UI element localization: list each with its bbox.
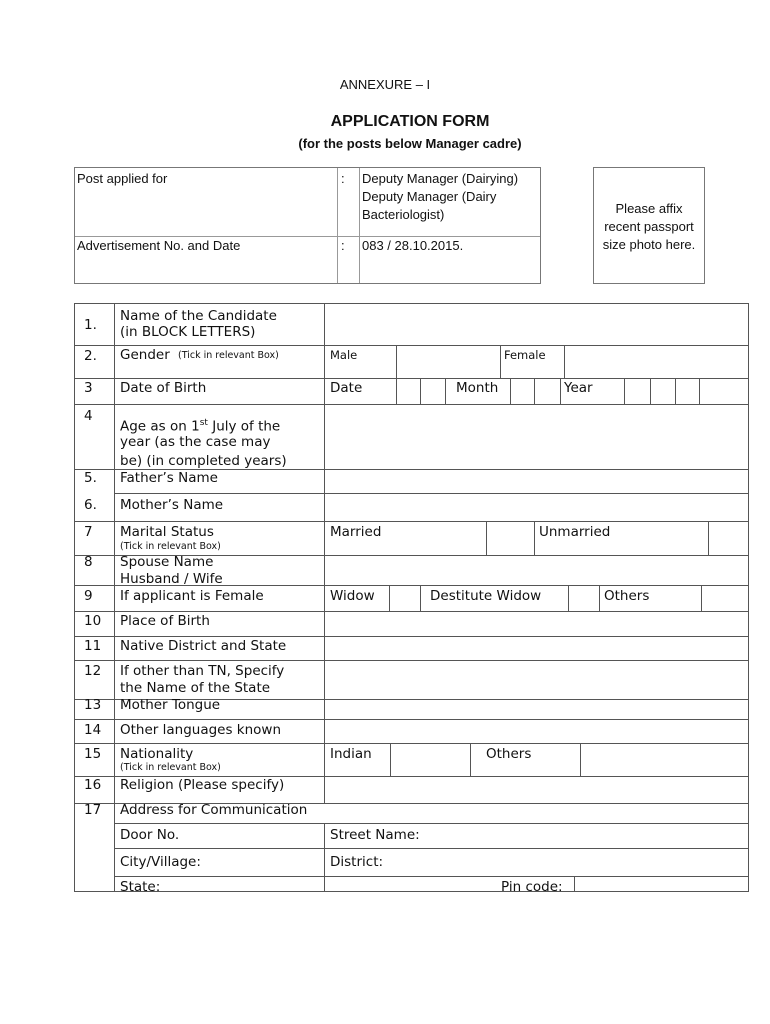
- other-state-field[interactable]: [325, 661, 748, 699]
- nationality-others-label: Others: [486, 746, 532, 762]
- row-number: 6.: [84, 497, 97, 513]
- other-state-label: If other than TN, Specify: [120, 663, 285, 679]
- advertisement-label: Advertisement No. and Date: [77, 238, 241, 253]
- father-name-field[interactable]: [325, 470, 748, 493]
- name-label: Name of the Candidate: [120, 308, 277, 324]
- native-district-label: Native District and State: [120, 638, 287, 654]
- marital-status-hint: (Tick in relevant Box): [120, 541, 221, 552]
- row-number: 13: [84, 697, 102, 713]
- place-of-birth-field[interactable]: [325, 612, 748, 636]
- unmarried-checkbox[interactable]: [709, 522, 748, 555]
- name-label-hint: (in BLOCK LETTERS): [120, 324, 256, 340]
- row-number: 9: [84, 588, 93, 604]
- row-number: 2.: [84, 348, 97, 364]
- spouse-name-hint: Husband / Wife: [120, 571, 223, 587]
- row-number: 11: [84, 638, 102, 654]
- languages-label: Other languages known: [120, 722, 282, 738]
- annexure-label: ANNEXURE – I: [339, 77, 431, 92]
- mother-tongue-label: Mother Tongue: [120, 697, 221, 713]
- religion-label: Religion (Please specify): [120, 777, 285, 793]
- male-label: Male: [330, 348, 358, 362]
- gender-label: Gender: [120, 347, 170, 363]
- female-applicant-label: If applicant is Female: [120, 588, 264, 604]
- indian-checkbox[interactable]: [391, 744, 470, 776]
- year-digit-2[interactable]: [651, 379, 675, 404]
- photo-instruction-2: recent passport: [604, 219, 694, 234]
- month-label: Month: [456, 380, 499, 396]
- application-form-table: [74, 303, 749, 895]
- month-digit-1[interactable]: [511, 379, 534, 404]
- month-digit-2[interactable]: [535, 379, 560, 404]
- native-district-field[interactable]: [325, 637, 748, 660]
- female-checkbox[interactable]: [565, 346, 748, 378]
- marital-status-label: Marital Status: [120, 524, 214, 540]
- spouse-name-field[interactable]: [325, 556, 748, 585]
- mother-name-label: Mother’s Name: [120, 497, 224, 513]
- row-number: 8: [84, 554, 93, 570]
- photo-instruction-3: size photo here.: [602, 237, 696, 252]
- post-value-line-2: Deputy Manager (Dairy: [362, 189, 497, 204]
- door-no-label: Door No.: [120, 827, 180, 843]
- year-digit-4[interactable]: [700, 379, 748, 404]
- date-label: Date: [330, 380, 363, 396]
- age-label-line-2: year (as the case may: [120, 434, 271, 450]
- pin-code-label: Pin code:: [501, 879, 563, 895]
- date-digit-2[interactable]: [421, 379, 445, 404]
- row-number: 12: [84, 663, 102, 679]
- state-label: State:: [120, 879, 161, 895]
- male-checkbox[interactable]: [397, 346, 500, 378]
- city-village-label: City/Village:: [120, 854, 201, 870]
- post-value-line-1: Deputy Manager (Dairying): [362, 171, 519, 186]
- pin-code-field[interactable]: [575, 877, 748, 891]
- year-digit-1[interactable]: [625, 379, 650, 404]
- mother-tongue-field[interactable]: [325, 700, 748, 719]
- advertisement-value: 083 / 28.10.2015.: [362, 238, 464, 253]
- mother-name-field[interactable]: [325, 494, 748, 521]
- father-name-label: Father’s Name: [120, 470, 218, 486]
- candidate-name-field[interactable]: [325, 304, 748, 345]
- district-label: District:: [330, 854, 384, 870]
- age-field[interactable]: [325, 405, 748, 469]
- age-label-line-3: be) (in completed years): [120, 453, 287, 469]
- nationality-label: Nationality: [120, 746, 194, 762]
- row-number: 5.: [84, 470, 97, 486]
- post-applied-label: Post applied for: [77, 171, 168, 186]
- colon: :: [341, 171, 345, 186]
- destitute-widow-label: Destitute Widow: [430, 588, 542, 604]
- female-label: Female: [504, 348, 546, 362]
- address-label: Address for Communication: [120, 802, 308, 818]
- row-number: 3: [84, 380, 93, 396]
- row-number: 10: [84, 613, 102, 629]
- row-number: 16: [84, 777, 102, 793]
- unmarried-label: Unmarried: [539, 524, 611, 540]
- widow-label: Widow: [330, 588, 375, 604]
- photo-instruction-1: Please affix: [615, 201, 683, 216]
- married-checkbox[interactable]: [487, 522, 534, 555]
- religion-field[interactable]: [325, 777, 748, 803]
- destitute-widow-checkbox[interactable]: [569, 586, 599, 611]
- date-digit-1[interactable]: [397, 379, 420, 404]
- colon: :: [341, 238, 345, 253]
- photo-box[interactable]: [593, 167, 705, 284]
- age-label: Age as on 1st July of the: [120, 418, 281, 435]
- nationality-others-checkbox[interactable]: [581, 744, 748, 776]
- year-digit-3[interactable]: [676, 379, 699, 404]
- row-number: 14: [84, 722, 102, 738]
- indian-label: Indian: [330, 746, 372, 762]
- post-table: [74, 167, 541, 284]
- other-state-label-line-2: the Name of the State: [120, 680, 271, 696]
- row-number: 15: [84, 746, 102, 762]
- form-subtitle: (for the posts below Manager cadre): [298, 136, 522, 151]
- married-label: Married: [330, 524, 382, 540]
- widow-checkbox[interactable]: [390, 586, 420, 611]
- row-number: 1.: [84, 317, 97, 333]
- gender-hint: (Tick in relevant Box): [178, 350, 279, 361]
- year-label: Year: [564, 380, 593, 396]
- languages-field[interactable]: [325, 720, 748, 743]
- street-name-label: Street Name:: [330, 827, 420, 843]
- form-title: APPLICATION FORM: [330, 113, 490, 130]
- row-number: 7: [84, 524, 93, 540]
- row-number: 17: [84, 802, 102, 818]
- others-label: Others: [604, 588, 650, 604]
- others-checkbox[interactable]: [702, 586, 748, 611]
- row-number: 4: [84, 408, 93, 424]
- dob-label: Date of Birth: [120, 380, 207, 396]
- place-of-birth-label: Place of Birth: [120, 613, 210, 629]
- nationality-hint: (Tick in relevant Box): [120, 762, 221, 773]
- spouse-name-label: Spouse Name: [120, 554, 214, 570]
- post-value-line-3: Bacteriologist): [362, 207, 445, 222]
